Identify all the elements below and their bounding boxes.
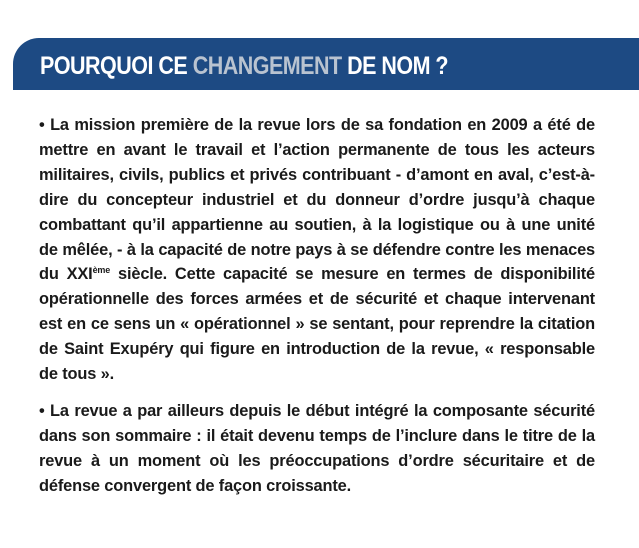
title-part-2: DE NOM ?: [341, 52, 449, 80]
article-body: [39, 113, 595, 499]
paragraph-security: • La revue a par ailleurs depuis le début intégré la composante sécurité dans son sommaire : il était devenu temps de l’inclure dans le titre de la revue à un moment où les préoccupations d’ordre sécuritaire et de défense convergent de façon croissante.: [39, 401, 595, 495]
paragraph-mission-text-end: siècle. Cette capacité se mesure en termes de disponibilité opérationnelle des forces armées et de sécurité et chaque intervenant est en ce sens un « opérationnel » se sentant, pour reprendre la citation de Saint Exupéry qui figure en introduction de la revue, « responsable de tous ».: [39, 265, 595, 384]
century-superscript: ème: [92, 265, 111, 276]
title-part-1: POURQUOI CE: [40, 52, 193, 80]
paragraph-mission-text-start: • La mission première de la revue lors de sa fondation en 2009 a été de mettre en avant le travail et l’action permanente de tous les acteurs militaires, civils, publics et privés contribuant - d’amont en aval, c’est-à-dire du concepteur industriel et du donneur d’ordre jusqu’à chaque combattant qu’il appartienne au soutien, à la logistique ou à une unité de mêlée, - à la capacité de notre pays à se défendre contre les menaces du XXI: [39, 116, 595, 284]
section-title: [40, 53, 448, 79]
paragraph-mission: [39, 113, 595, 387]
title-accent: CHANGEMENT: [192, 52, 342, 80]
